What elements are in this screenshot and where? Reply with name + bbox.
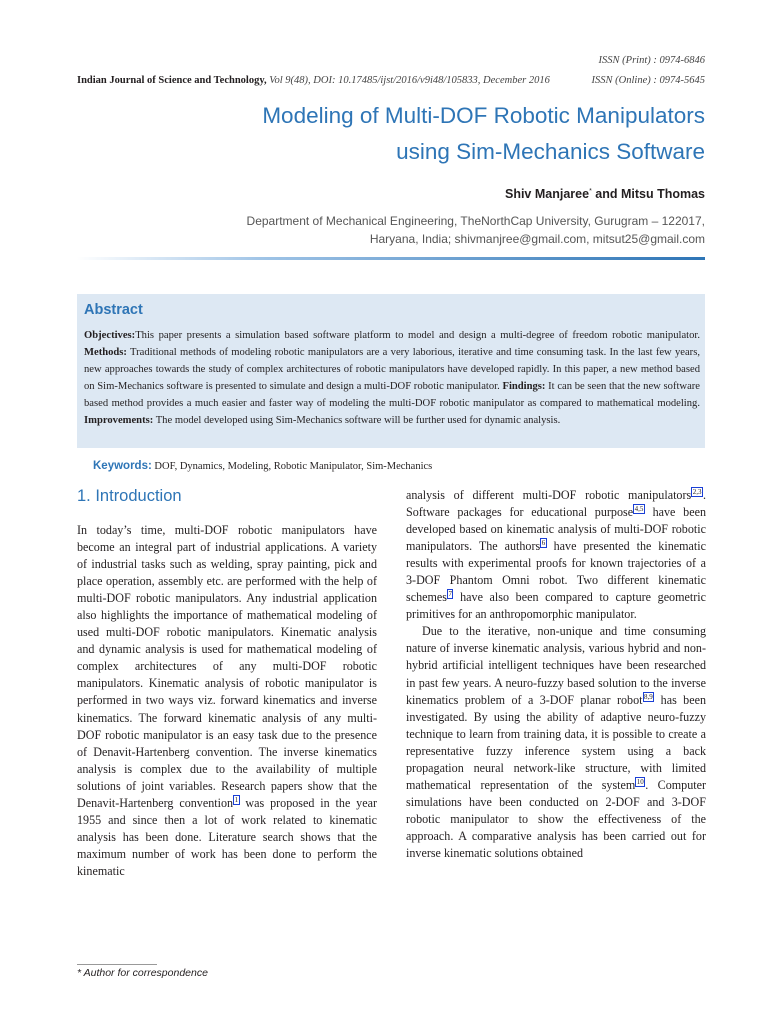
keywords-text: DOF, Dynamics, Modeling, Robotic Manipulator, Sim-Mechanics [151,461,433,472]
findings-label: Findings: [502,380,546,392]
journal-citation [77,75,550,86]
paragraph-text: In today’s time, multi-DOF robotic manipulators have become an integral part of industrial applications. A variety of industrial tasks such as welding, spray painting, pick and place operation, assembly etc. are performed with the help of multi-DOF robotic manipulators. Any industrial application also highlights the importance of mathematical modeling of used multi-DOF robotic manipulators. Kinematic analysis and dynamic analysis is used for mathematical modeling of complex architectures of any multi-DOF robotic manipulators. Kinematic analysis of robotic manipulator is performed in two ways viz. forward kinematics and inverse kinematics. The forward kinematic analysis of any multi-DOF robotic manipulator is an easy task due to the presence of Denavit-Hartenberg convention. The inverse kinematics analysis is complex due to the availability of multiple solutions of joint variables. Research papers show that the Denavit-Hartenberg convention [77,523,377,810]
corresponding-author-mark: * [589,187,592,195]
journal-name: Indian Journal of Science and Technology, [77,75,267,86]
section-heading-introduction: 1. Introduction [77,487,182,505]
paragraph-text: . Computer simulations have been conducted on 2-DOF and 3-DOF robotic manipulator to show the effectiveness of the approach. A comparative analysis has been carried out for inverse kinematic solutions obtained [406,777,706,860]
improvements-text: The model developed using Sim-Mechanics software will be further used for dynamic analysis. [153,414,561,426]
abstract-heading: Abstract [84,302,143,318]
abstract-body [84,328,700,429]
objectives-label: Objectives: [84,330,136,341]
journal-details: Vol 9(48), DOI: 10.17485/ijst/2016/v9i48/105833, December 2016 [269,75,550,86]
abstract-box [77,294,705,448]
author-2: and Mitsu Thomas [591,187,705,201]
keywords-line [93,460,432,472]
issn-online: ISSN (Online) : 0974-5645 [591,75,705,86]
paragraph-text: analysis of different multi-DOF robotic manipulators [406,488,692,502]
citation-link[interactable]: 1 [234,795,239,804]
keywords-label: Keywords: [93,460,152,472]
citation-link[interactable]: 6 [541,539,546,548]
paper-title-line-1: Modeling of Multi-DOF Robotic Manipulators [262,103,705,128]
paragraph-text: have also been compared to capture geometric primitives for an anthropomorphic manipulator. [406,590,706,622]
title-divider [77,257,705,260]
paragraph-text: have been developed based on kinematic analysis of multi-DOF robotic manipulators. The authors [406,505,706,554]
paragraph-text: Due to the iterative, non-unique and time consuming nature of inverse kinematic analysis, various hybrid and non-hybrid artificial intelligent techniques have been researched in past few years. A neuro-fuzzy based solution to the inverse kinematics problem of a 3-DOF planar robot [406,624,706,707]
citation-link[interactable]: 8,9 [644,692,653,701]
methods-text: Traditional methods of modeling robotic manipulators are a very laborious, iterative and time consuming task. In the last few years, new approaches towards the study of complex architectures of robotic manipulators have developed rapidly. In this paper, a new method based on Sim-Mechanics software is presented to simulate and design a multi-DOF robotic manipulator. [84,346,700,392]
citation-link[interactable]: 10 [636,777,644,786]
issn-print: ISSN (Print) : 0974-6846 [598,55,705,66]
citation-link[interactable]: 4,5 [634,505,644,514]
paper-title-line-2: using Sim-Mechanics Software [396,139,705,164]
objectives-text: This paper presents a simulation based software platform to model and design a multi-degree of freedom robotic manipulator. [135,330,700,341]
citation-link[interactable]: 7 [448,590,452,599]
footnote-correspondence: * Author for correspondence [77,967,208,979]
citation-link[interactable]: 2,3 [692,487,702,496]
paragraph-text: have presented the kinematic results with experimental proofs for known trajectories of a 3-DOF Phantom Omni robot. Two different kinematic schemes [406,539,706,605]
paragraph [406,623,706,862]
paragraph [77,522,377,880]
findings-text: It can be seen that the new software based method provides a much easier and faster way of modeling the multi-DOF robotic manipulator as compared to mathematical modeling. [84,380,701,409]
affiliation-line-2: Haryana, India; shivmanjree@gmail.com, mitsut25@gmail.com [369,232,705,246]
paragraph-text: was proposed in the year 1955 and since then a lot of work related to kinematic analysis has been done. Literature search shows that the maximum number of work has been done to perform the kinematic [77,795,377,878]
improvements-label: Improvements: [84,414,154,426]
paragraph-text: . Software packages for educational purpose [406,488,706,520]
author-list [505,187,705,201]
body-column-left [77,522,377,880]
affiliation-line-1: Department of Mechanical Engineering, TheNorthCap University, Gurugram – 122017, [246,214,705,228]
paragraph [406,487,706,623]
paragraph-text: has been investigated. By using the ability of adaptive neuro-fuzzy technique to learn from training data, it is possible to create a representative fuzzy inference system using a back propagation neural network-like structure, with limited mathematical representation of the system [406,692,707,792]
methods-label: Methods: [84,346,127,358]
footnote-divider [77,964,157,965]
author-1: Shiv Manjaree [504,187,590,201]
body-column-right [406,487,706,862]
